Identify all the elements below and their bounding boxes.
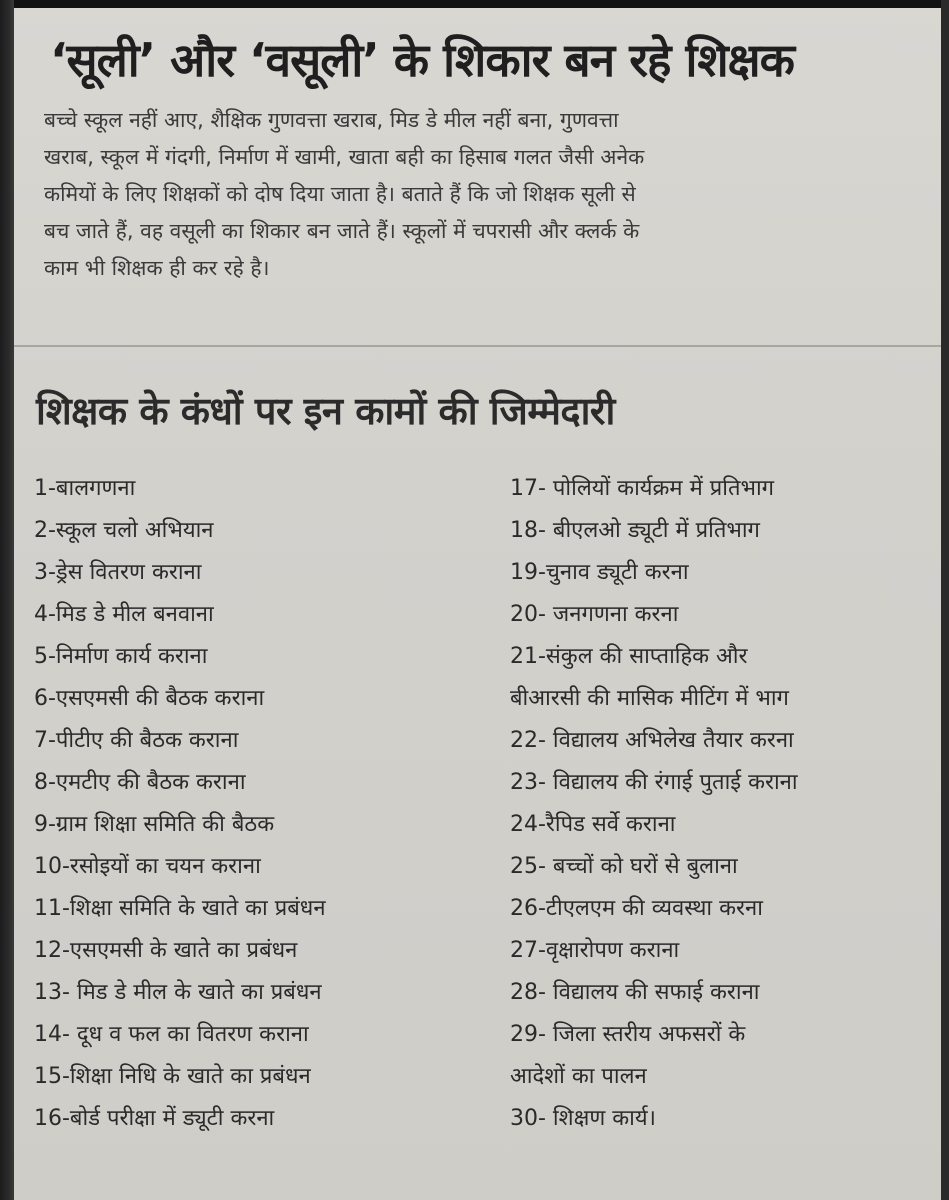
list-item: 20- जनगणना करना	[510, 602, 679, 627]
list-item: 18- बीएलओ ड्यूटी में प्रतिभाग	[510, 518, 760, 543]
list-item: 13- मिड डे मील के खाते का प्रबंधन	[34, 980, 322, 1005]
left-edge	[0, 0, 14, 1200]
list-item: 25- बच्चों को घरों से बुलाना	[510, 854, 738, 879]
intro-paragraph	[44, 102, 924, 287]
list-item: 28- विद्यालय की सफाई कराना	[510, 980, 760, 1005]
list-item: 10-रसोइयों का चयन कराना	[34, 854, 261, 879]
section-divider	[14, 345, 941, 347]
list-item: 26-टीएलएम की व्यवस्था करना	[510, 896, 763, 921]
list-item: 5-निर्माण कार्य कराना	[34, 644, 208, 669]
list-item: 4-मिड डे मील बनवाना	[34, 602, 214, 627]
list-item: 12-एसएमसी के खाते का प्रबंधन	[34, 938, 298, 963]
subheading: शिक्षक के कंधों पर इन कामों की जिम्मेदारी	[36, 389, 615, 433]
list-item: 2-स्कूल चलो अभियान	[34, 518, 214, 543]
list-item: 14- दूध व फल का वितरण कराना	[34, 1022, 309, 1047]
list-item: 30- शिक्षण कार्य।	[510, 1106, 656, 1131]
list-item: 24-रैपिड सर्वे कराना	[510, 812, 676, 837]
list-item: 19-चुनाव ड्यूटी करना	[510, 560, 689, 585]
intro-line: काम भी शिक्षक ही कर रहे है।	[44, 256, 270, 280]
list-item: 3-ड्रेस वितरण कराना	[34, 560, 202, 585]
list-item: 23- विद्यालय की रंगाई पुताई कराना	[510, 770, 798, 795]
list-item: 17- पोलियों कार्यक्रम में प्रतिभाग	[510, 476, 775, 501]
list-item: 1-बालगणना	[34, 476, 136, 501]
list-item: बीआरसी की मासिक मीटिंग में भाग	[510, 686, 789, 711]
list-item: 21-संकुल की साप्ताहिक और	[510, 644, 748, 669]
headline: ‘सूली’ और ‘वसूली’ के शिकार बन रहे शिक्षक	[50, 33, 794, 87]
list-item: 15-शिक्षा निधि के खाते का प्रबंधन	[34, 1064, 311, 1089]
list-item: आदेशों का पालन	[510, 1064, 647, 1089]
list-item: 16-बोर्ड परीक्षा में ड्यूटी करना	[34, 1106, 275, 1131]
right-edge	[941, 0, 949, 1200]
intro-line: कमियों के लिए शिक्षकों को दोष दिया जाता है। बताते हैं कि जो शिक्षक सूली से	[44, 182, 636, 206]
list-item: 29- जिला स्तरीय अफसरों के	[510, 1022, 746, 1047]
list-item: 6-एसएमसी की बैठक कराना	[34, 686, 265, 711]
intro-line: बच्चे स्कूल नहीं आए, शैक्षिक गुणवत्ता खराब, मिड डे मील नहीं बना, गुणवत्ता	[44, 108, 619, 132]
list-item: 11-शिक्षा समिति के खाते का प्रबंधन	[34, 896, 326, 921]
list-item: 27-वृक्षारोपण कराना	[510, 938, 680, 963]
list-item: 8-एमटीए की बैठक कराना	[34, 770, 246, 795]
intro-line: खराब, स्कूल में गंदगी, निर्माण में खामी, खाता बही का हिसाब गलत जैसी अनेक	[44, 145, 645, 169]
list-item: 9-ग्राम शिक्षा समिति की बैठक	[34, 812, 275, 837]
list-item: 7-पीटीए की बैठक कराना	[34, 728, 239, 753]
duties-list-left	[34, 468, 474, 1140]
list-item: 22- विद्यालय अभिलेख तैयार करना	[510, 728, 794, 753]
intro-line: बच जाते हैं, वह वसूली का शिकार बन जाते हैं। स्कूलों में चपरासी और क्लर्क के	[44, 219, 640, 243]
duties-list-right	[510, 468, 930, 1140]
top-edge	[0, 0, 949, 8]
